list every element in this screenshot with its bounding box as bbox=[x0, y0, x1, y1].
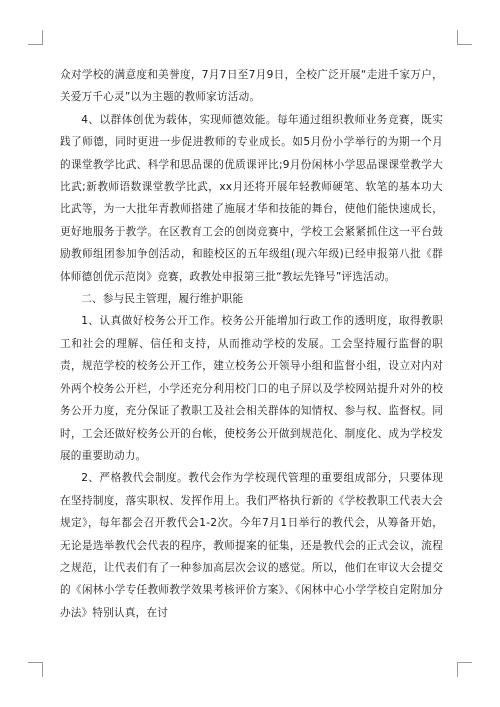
crop-mark-bottom-left bbox=[28, 662, 43, 677]
paragraph-staff-congress: 2、严格教代会制度。教代会作为学校现代管理的重要组成部分，只要体现在坚持制度，落实职权、发挥作用上。我们严格执行新的《学校教职工代表大会规定》，每年都会召开教代会1-2次。今年7月1日举行的教代会，从筹备开始，无论是选举教代会代表的程序，教师提案的征集，还是教代会的正式会议，流程之规范，让代表们有了一种参加高层次会议的感觉。所以，他们在审议大会提交的《闲林小学专任教师教学效果考核评价方案》、《闲林中心小学学校自定附加分办法》特别认真，在讨 bbox=[60, 472, 443, 619]
crop-mark-top-left bbox=[28, 30, 43, 45]
crop-mark-bottom-right bbox=[457, 662, 472, 677]
section-heading-democratic-management: 二、参与民主管理，履行维护职能 bbox=[81, 293, 244, 306]
crop-mark-top-right bbox=[457, 30, 472, 45]
paragraph-affairs-disclosure: 1、认真做好校务公开工作。校务公开能增加行政工作的透明度，取得教职工和社会的理解、信任和支持，从而推动学校的发展。工会坚持履行监督的职责，规范学校的校务公开工作，建立校务公开领导小组和监督小组，设立对内对外两个校务公开栏，小学还充分利用校门口的电子屏以及学校网站提升对外的校务公开力度，充分保证了教职工及社会相关群体的知情权、参与权、监督权。同时，工会还做好校务公开的台帐，使校务公开做到规范化、制度化、成为学校发展的重要助动力。 bbox=[60, 315, 443, 462]
paragraph-continuation: 众对学校的满意度和美誉度，7月7日至7月9日，全校广泛开展“走进千家万户，关爱万千心灵”以为主题的教师家访活动。 bbox=[60, 69, 443, 104]
document-body bbox=[60, 64, 443, 624]
paragraph-group-excellence: 4、以群体创优为载体，实现师德效能。每年通过组织教师业务竞赛，既实践了师德，同时更进一步促进教师的专业成长。如5月份小学举行的为期一个月的课堂教学比武、科学和思品课的优质课评比;9月份闲林小学思品课课堂教学大比武;新教师语数课堂教学比武，xx月还将开展年轻教师硬笔、软笔的基本功大比武等，为一大批年青教师搭建了施展才华和技能的舞台，使他们能快速成长，更好地服务于教学。在区教育工会的创岗竞赛中，学校工会紧紧抓住这一平台鼓励教师组团参加争创活动，和睦校区的五年级组(现六年级)已经申报第八批《群体师德创优示范岗》竞赛，政教处申报第三批“教坛先锋号”评选活动。 bbox=[60, 113, 443, 283]
